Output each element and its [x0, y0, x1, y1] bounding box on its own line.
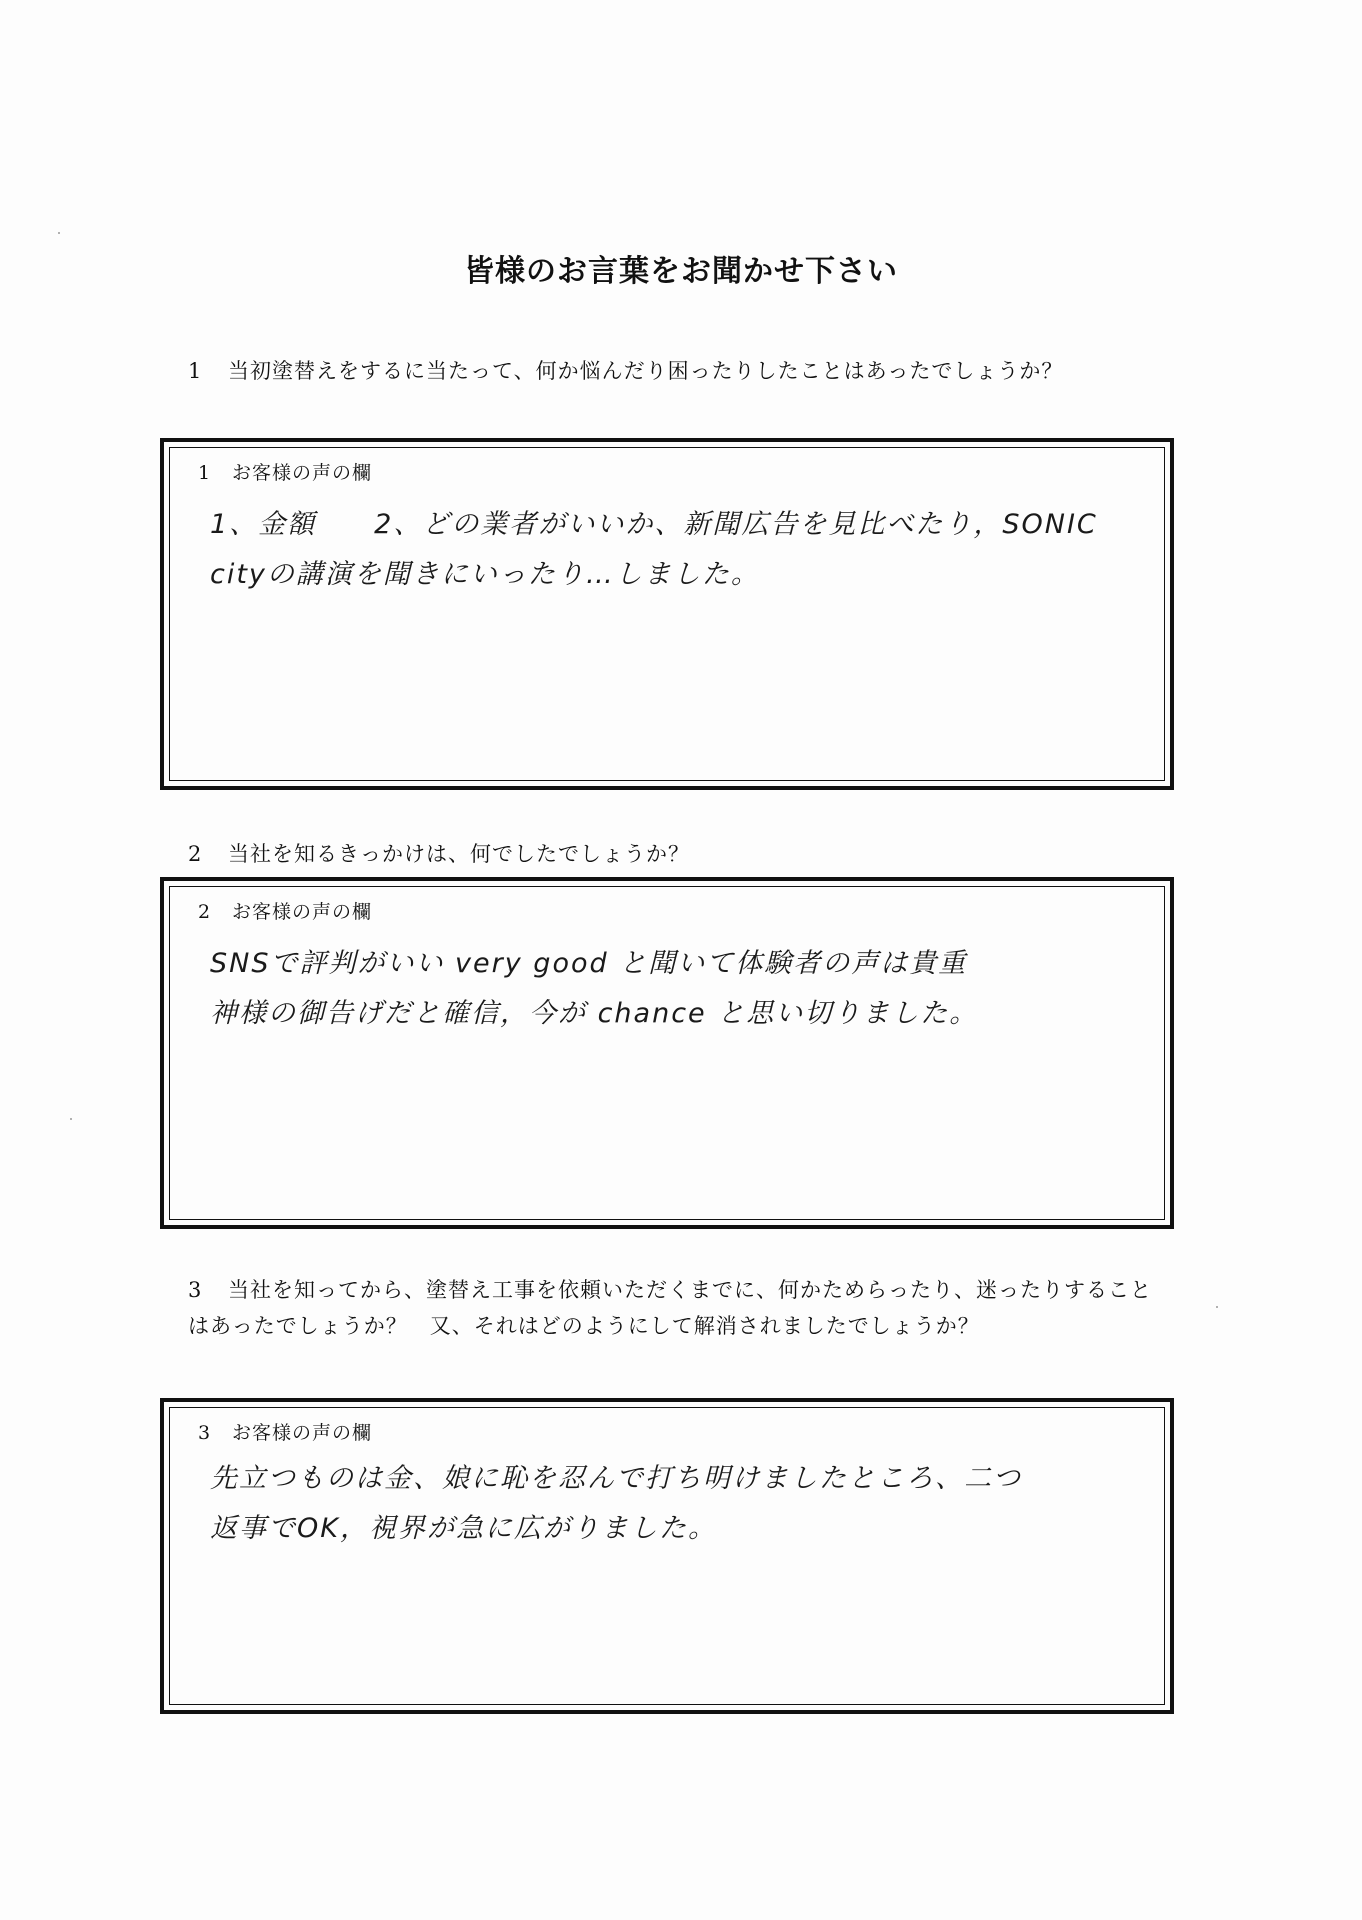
- box-label: [198, 897, 372, 924]
- box-label-text: お客様の声の欄: [232, 901, 373, 923]
- box-number: 2: [198, 901, 212, 923]
- question-number: 2: [188, 842, 203, 866]
- handwritten-answer: [210, 500, 1134, 600]
- answer-box-2: [160, 877, 1174, 1229]
- question-number: 1: [188, 359, 203, 383]
- question-3: [188, 1272, 1168, 1344]
- question-number: 3: [188, 1278, 203, 1302]
- scan-speck: [70, 1118, 72, 1120]
- box-label-text: お客様の声の欄: [232, 1422, 373, 1444]
- scan-speck: [1216, 1306, 1218, 1308]
- scan-speck: [58, 232, 60, 234]
- box-inner-border: [169, 886, 1165, 1220]
- box-label: [198, 458, 372, 485]
- handwritten-answer: [210, 939, 1134, 1039]
- answer-line: 神様の御告げだと確信，今が chance と思い切りました。: [210, 998, 979, 1029]
- box-label-text: お客様の声の欄: [232, 462, 373, 484]
- answer-line: 先立つものは金、娘に恥を忍んで打ち明けましたところ、二つ: [210, 1463, 1022, 1494]
- answer-box-1: [160, 438, 1174, 790]
- question-text: 当初塗替えをするに当たって、何か悩んだり困ったりしたことはあったでしょうか？: [228, 359, 1064, 383]
- question-1: [188, 353, 1168, 389]
- box-inner-border: [169, 1407, 1165, 1705]
- box-number: 3: [198, 1422, 212, 1444]
- answer-line: cityの講演を聞きにいったり…しました。: [210, 559, 760, 590]
- box-label: [198, 1418, 372, 1445]
- page-title: 皆様のお言葉をお聞かせ下さい: [464, 254, 898, 289]
- box-number: 1: [198, 462, 212, 484]
- answer-line: 返事でOK，視界が急に広がりました。: [210, 1513, 717, 1544]
- question-text: 当社を知るきっかけは、何でしたでしょうか？: [228, 842, 690, 866]
- answer-line: SNSで評判がいい very good と聞いて体験者の声は貴重: [210, 948, 968, 979]
- handwritten-answer: [210, 1454, 1134, 1554]
- answer-line: 1、金額 2、どの業者がいいか、新聞広告を見比べたり，SONIC: [210, 509, 1098, 540]
- question-2: [188, 836, 1168, 872]
- answer-box-3: [160, 1398, 1174, 1714]
- box-inner-border: [169, 447, 1165, 781]
- question-text: 当社を知ってから、塗替え工事を依頼いただくまでに、何かためらったり、迷ったりすることはあったでしょうか？ 又、それはどのようにして解消されましたでしょうか？: [188, 1278, 1152, 1338]
